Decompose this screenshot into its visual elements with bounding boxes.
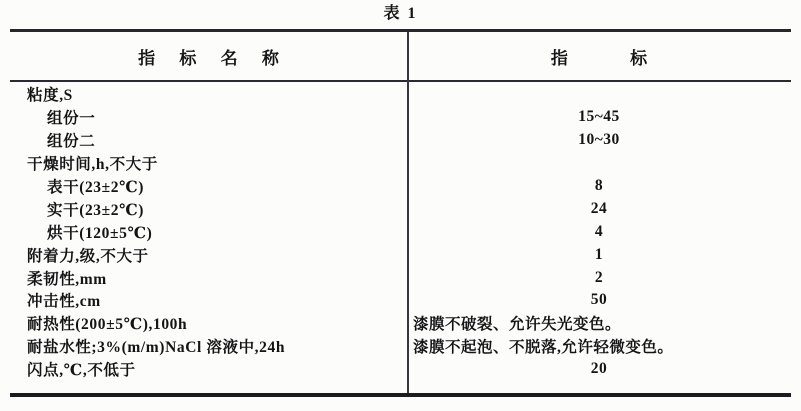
row-name: 冲击性,cm [27,293,101,311]
table-row [10,312,791,335]
row-name: 附着力,级,不大于 [27,247,149,265]
header-value-col: 指 标 [550,48,648,68]
row-name: 闪点,℃,不低于 [27,362,136,380]
row-value: 24 [590,199,608,217]
table-caption: 表 1 [383,5,418,22]
row-name: 耐热性(200±5℃),100h [27,316,188,334]
row-name: 组份一 [47,110,96,128]
row-value: 15~45 [578,108,620,126]
table-row [10,358,791,381]
row-value: 漆膜不破裂、允许失光变色。 [413,316,622,334]
column-divider-rule [407,32,409,393]
table-row [10,175,791,198]
row-name: 实干(23±2℃) [47,201,145,219]
row-value: 50 [590,291,608,309]
table-row [10,220,791,243]
row-value: 20 [590,360,608,378]
table-row [10,152,791,175]
row-value: 8 [594,177,604,194]
row-name: 烘干(120±5℃) [47,224,153,242]
row-name: 粘度,S [27,87,73,105]
table-body [10,82,791,381]
table-row [10,289,791,312]
row-name: 干燥时间,h,不大于 [27,156,158,174]
row-name: 耐盐水性;3%(m/m)NaCl 溶液中,24h [27,339,286,357]
table-header-row [10,32,791,82]
header-name-col: 指 标 名 称 [138,48,279,68]
table-row [10,243,791,266]
table-row [10,335,791,358]
row-name: 柔韧性,mm [27,270,107,288]
row-name: 表干(23±2℃) [47,179,145,196]
spec-table [10,29,791,397]
table-row [10,83,791,106]
row-name: 组份二 [47,133,96,151]
table-row [10,106,791,129]
table-row [10,266,791,289]
row-value: 1 [594,245,604,263]
row-value: 2 [594,268,604,286]
table-row [10,129,791,152]
row-value: 4 [594,222,604,240]
table-row [10,197,791,220]
row-value: 漆膜不起泡、不脱落,允许轻微变色。 [413,339,674,357]
row-value: 10~30 [578,131,620,149]
